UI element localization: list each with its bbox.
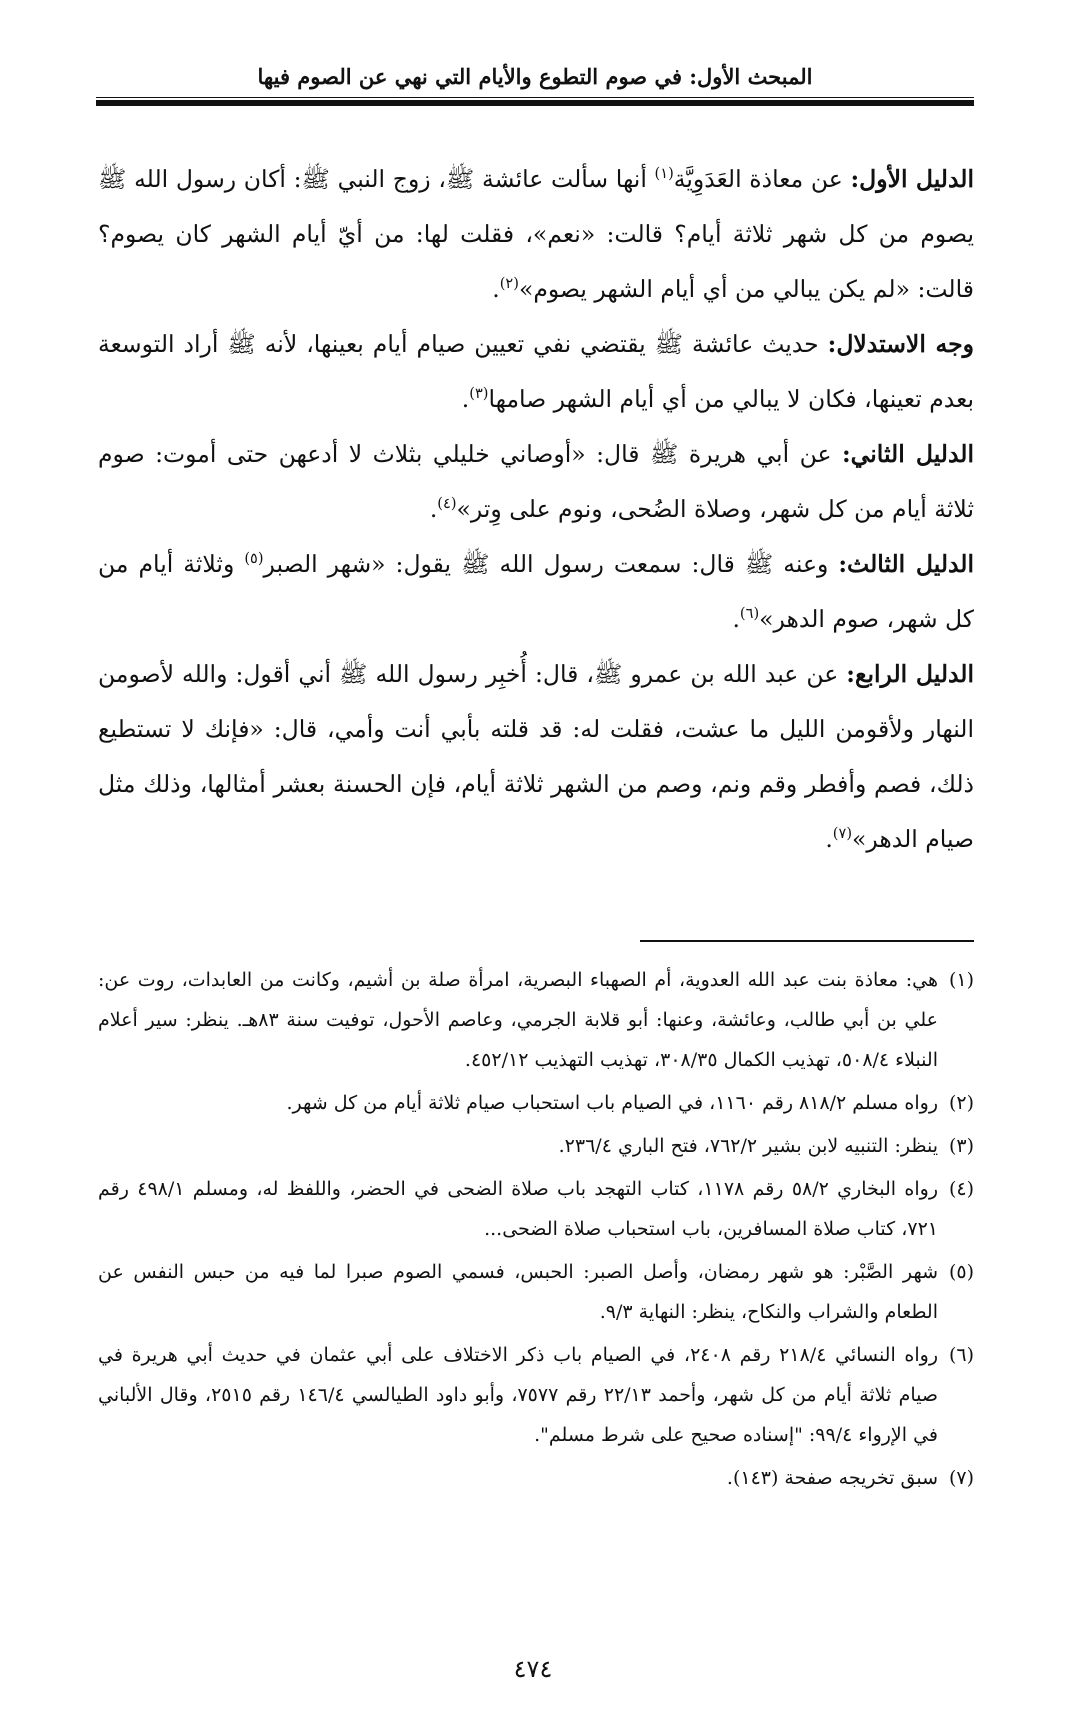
running-header: المبحث الأول: في صوم التطوع والأيام التي نهي عن الصوم فيها [257,64,813,89]
footnote-divider [640,940,974,942]
footnote-number: (١) [948,969,974,991]
page-number: ٤٧٤ [513,1655,553,1683]
footnote-ref[interactable]: (٥) [244,550,264,568]
footnote-ref[interactable]: (٧) [832,825,852,843]
footnote-ref[interactable]: (٤) [437,495,457,513]
footnote-ref[interactable]: (٢) [499,275,519,293]
footnote-text: رواه البخاري ٥٨/٢ رقم ١١٧٨، كتاب التهجد باب صلاة الضحى في الحضر، واللفظ له، ومسلم ٤٩٨/١ رقم ٧٢١، كتاب صلاة المسافرين، باب استحباب صلاة الضحى... [98,1178,938,1240]
header-divider-thin [96,97,974,98]
paragraph-heading: الدليل الأول: [850,165,974,193]
footnote-item [98,1335,974,1455]
footnote-item [98,1126,974,1166]
footnote-number: (٦) [948,1344,975,1366]
footnote-text: رواه النسائي ٢١٨/٤ رقم ٢٤٠٨، في الصيام باب ذكر الاختلاف على أبي عثمان في حديث أبي هريرة في صيام ثلاثة أيام من كل شهر، وأحمد ٢٢/١٣ رقم ٧٥٧٧، وأبو داود الطيالسي ١٤٦/٤ رقم ٢٥١٥، وقال الألباني في الإرواء ٩٩/٤: "إسناده صحيح على شرط مسلم". [98,1344,939,1446]
footnote-item [98,1252,974,1332]
footnote-text: هي: معاذة بنت عبد الله العدوية، أم الصهباء البصرية، امرأة صلة بن أشيم، وكانت من العابدات، روت عن: علي بن أبي طالب، وعائشة، وعنها: أبو قلابة الجرمي، وعاصم الأحول، توفيت سنة ٨٣هـ. ينظر: سير أعلام النبلاء ٥٠٨/٤، تهذيب الكمال ٣٠٨/٣٥، تهذيب التهذيب ٤٥٢/١٢. [98,969,938,1071]
footnote-ref[interactable]: (٦) [739,605,760,623]
main-text [98,152,974,867]
paragraph-first-evidence [98,152,974,317]
paragraph-heading: الدليل الثاني: [841,440,974,468]
footnote-ref[interactable]: (١) [654,165,674,183]
footnote-text: رواه مسلم ٨١٨/٢ رقم ١١٦٠، في الصيام باب استحباب صيام ثلاثة أيام من كل شهر. [286,1092,938,1114]
paragraph-text: . [429,495,438,523]
header-divider [96,100,974,106]
paragraph-third-evidence [98,537,974,647]
footnote-number: (٤) [948,1178,974,1200]
footnote-item [98,960,974,1080]
footnote-text: ينظر: التنبيه لابن بشير ٧٦٢/٢، فتح الباري ٢٣٦/٤. [558,1135,938,1157]
footnote-number: (٥) [948,1261,974,1283]
footnote-item [98,1083,974,1123]
footnote-text: شهر الصَّبْر: هو شهر رمضان، وأصل الصبر: الحبس، فسمي الصوم صبرا لما فيه من حبس النفس عن الطعام والشراب والنكاح، ينظر: النهاية ٩/٣. [98,1261,938,1323]
paragraph-heading: الدليل الرابع: [846,660,974,688]
paragraph-text: . [732,605,740,633]
footnote-number: (٣) [948,1135,974,1157]
paragraph-heading: الدليل الثالث: [838,550,974,578]
paragraph-text: وعنه ﷺ قال: سمعت رسول الله ﷺ يقول: «شهر الصبر [263,550,839,578]
footnote-number: (٢) [948,1092,974,1114]
footnote-ref[interactable]: (٣) [469,385,489,403]
paragraph-text: . [461,385,470,413]
paragraph-text: عن أبي هريرة ﷺ قال: «أوصاني خليلي بثلاث لا أدعهن حتى أموت: صوم ثلاثة أيام من كل شهر، وصلاة الضُحى، ونوم على وِتر» [98,440,974,523]
paragraph-text: عن عبد الله بن عمرو ﷺ، قال: أُخبِر رسول الله ﷺ أني أقول: والله لأصومن النهار ولأقومن الليل ما عشت، فقلت له: قد قلته بأبي أنت وأمي، قال: «فإنك لا تستطيع ذلك، فصم وأفطر وقم ونم، وصم من الشهر ثلاثة أيام، فإن الحسنة بعشر أمثالها، وذلك مثل صيام الدهر» [98,660,974,853]
footnote-number: (٧) [948,1467,974,1489]
paragraph-inference [98,317,974,427]
paragraph-text: . [492,275,500,303]
paragraph-text: أنها سألت عائشة ﷺ، زوج النبي ﷺ: أكان رسول الله ﷺ يصوم من كل شهر ثلاثة أيام؟ قالت: «نعم»، فقلت لها: من أيّ أيام الشهر كان يصوم؟ قالت: «لم يكن يبالي من أي أيام الشهر يصوم» [98,165,974,303]
paragraph-fourth-evidence [98,647,974,867]
paragraph-text: . [825,825,833,853]
paragraph-text: حديث عائشة ﷺ يقتضي نفي تعيين صيام أيام بعينها، لأنه ﷺ أراد التوسعة بعدم تعينها، فكان لا يبالي من أي أيام الشهر صامها [98,330,974,413]
footnotes [98,960,974,1501]
paragraph-text: عن معاذة العَدَوِيَّة [673,165,851,193]
footnote-text: سبق تخريجه صفحة (١٤٣). [726,1467,938,1489]
paragraph-second-evidence [98,427,974,537]
paragraph-text: وثلاثة أيام من كل شهر، صوم الدهر» [98,550,974,633]
paragraph-heading: وجه الاستدلال: [827,330,975,358]
footnote-item [98,1169,974,1249]
footnote-item [98,1458,974,1498]
